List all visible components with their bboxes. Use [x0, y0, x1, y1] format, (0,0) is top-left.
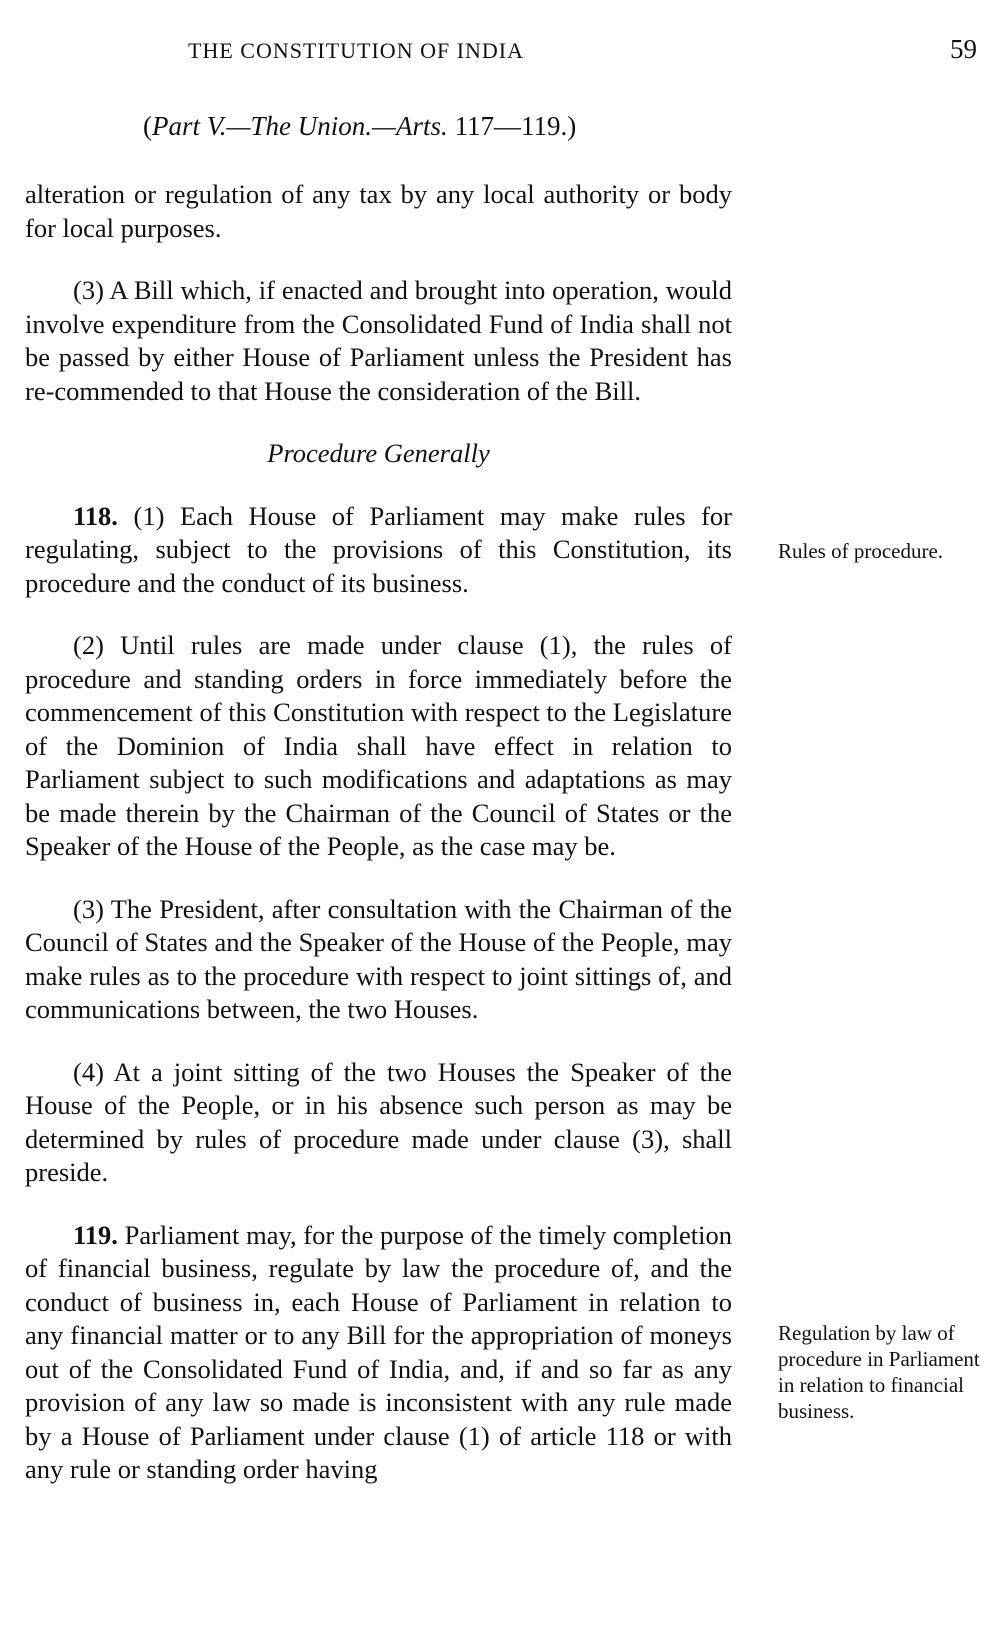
arts-range: 117—119.) [447, 111, 577, 141]
page-number: 59 [950, 34, 977, 64]
continuation-paragraph: alteration or regulation of any tax by any local authority or body for local purposes. [25, 179, 732, 243]
article-117-clause-3: (3) A Bill which, if enacted and brought into operation, would involve expenditure from the Consolidated Fund of India shall not be passed by either House of Parliament unless the President has re-commended to that House the consideration of the Bill. [25, 275, 732, 406]
part-open-paren: ( [143, 111, 152, 141]
part-article-range [143, 111, 576, 142]
part-dash-2: — [372, 111, 397, 141]
article-118-clause-1 [25, 500, 732, 601]
arts-label: Arts. [396, 111, 448, 141]
section-heading: Procedure Generally [267, 438, 490, 468]
running-head: THE CONSTITUTION OF INDIA [188, 38, 525, 63]
article-119 [25, 1219, 732, 1487]
article-118-clause-4: (4) At a joint sitting of the two Houses the Speaker of the House of the People, or in his absence such person as may be determined by rules of procedure made under clause (3), shall preside. [25, 1056, 732, 1187]
article-119-number: 119. [73, 1219, 118, 1250]
article-119-text: Parliament may, for the purpose of the timely completion of financial business, regulate by law the procedure of, and the conduct of business in, each House of Parliament in relation to any financial matter or to any Bill for the appropriation of moneys out of the Consolidated Fund of India, and, if and so far as any provision of any law so made is inconsistent with any rule made by a House of Parliament under clause (1) of article 118 or with any rule or standing order having [25, 1219, 732, 1484]
article-118-clause-1-text: (1) Each House of Parliament may make rules for regulating, subject to the provisions of this Constitution, its procedure and the conduct of its business. [25, 500, 732, 598]
article-118-clause-3: (3) The President, after consultation with the Chairman of the Council of States and the Speaker of the House of the People, may make rules as to the procedure with respect to joint sittings of, and communications between, the two Houses. [25, 893, 732, 1024]
margin-note-119: Regulation by law of procedure in Parliament in relation to financial business. [778, 1321, 980, 1423]
union-label: The Union. [250, 111, 373, 141]
part-dash-1: — [226, 111, 251, 141]
article-118-number: 118. [73, 500, 118, 531]
margin-note-118: Rules of procedure. [778, 539, 944, 563]
main-text-column [25, 178, 732, 1516]
part-label: Part V. [152, 111, 227, 141]
article-118-clause-2: (2) Until rules are made under clause (1), the rules of procedure and standing orders in force immediately before the commencement of this Constitution with respect to the Legislature of the Dominion of India shall have effect in relation to Parliament subject to such modifications and adaptations as may be made therein by the Chairman of the Council of States or the Speaker of the House of the People, as the case may be. [25, 630, 732, 861]
